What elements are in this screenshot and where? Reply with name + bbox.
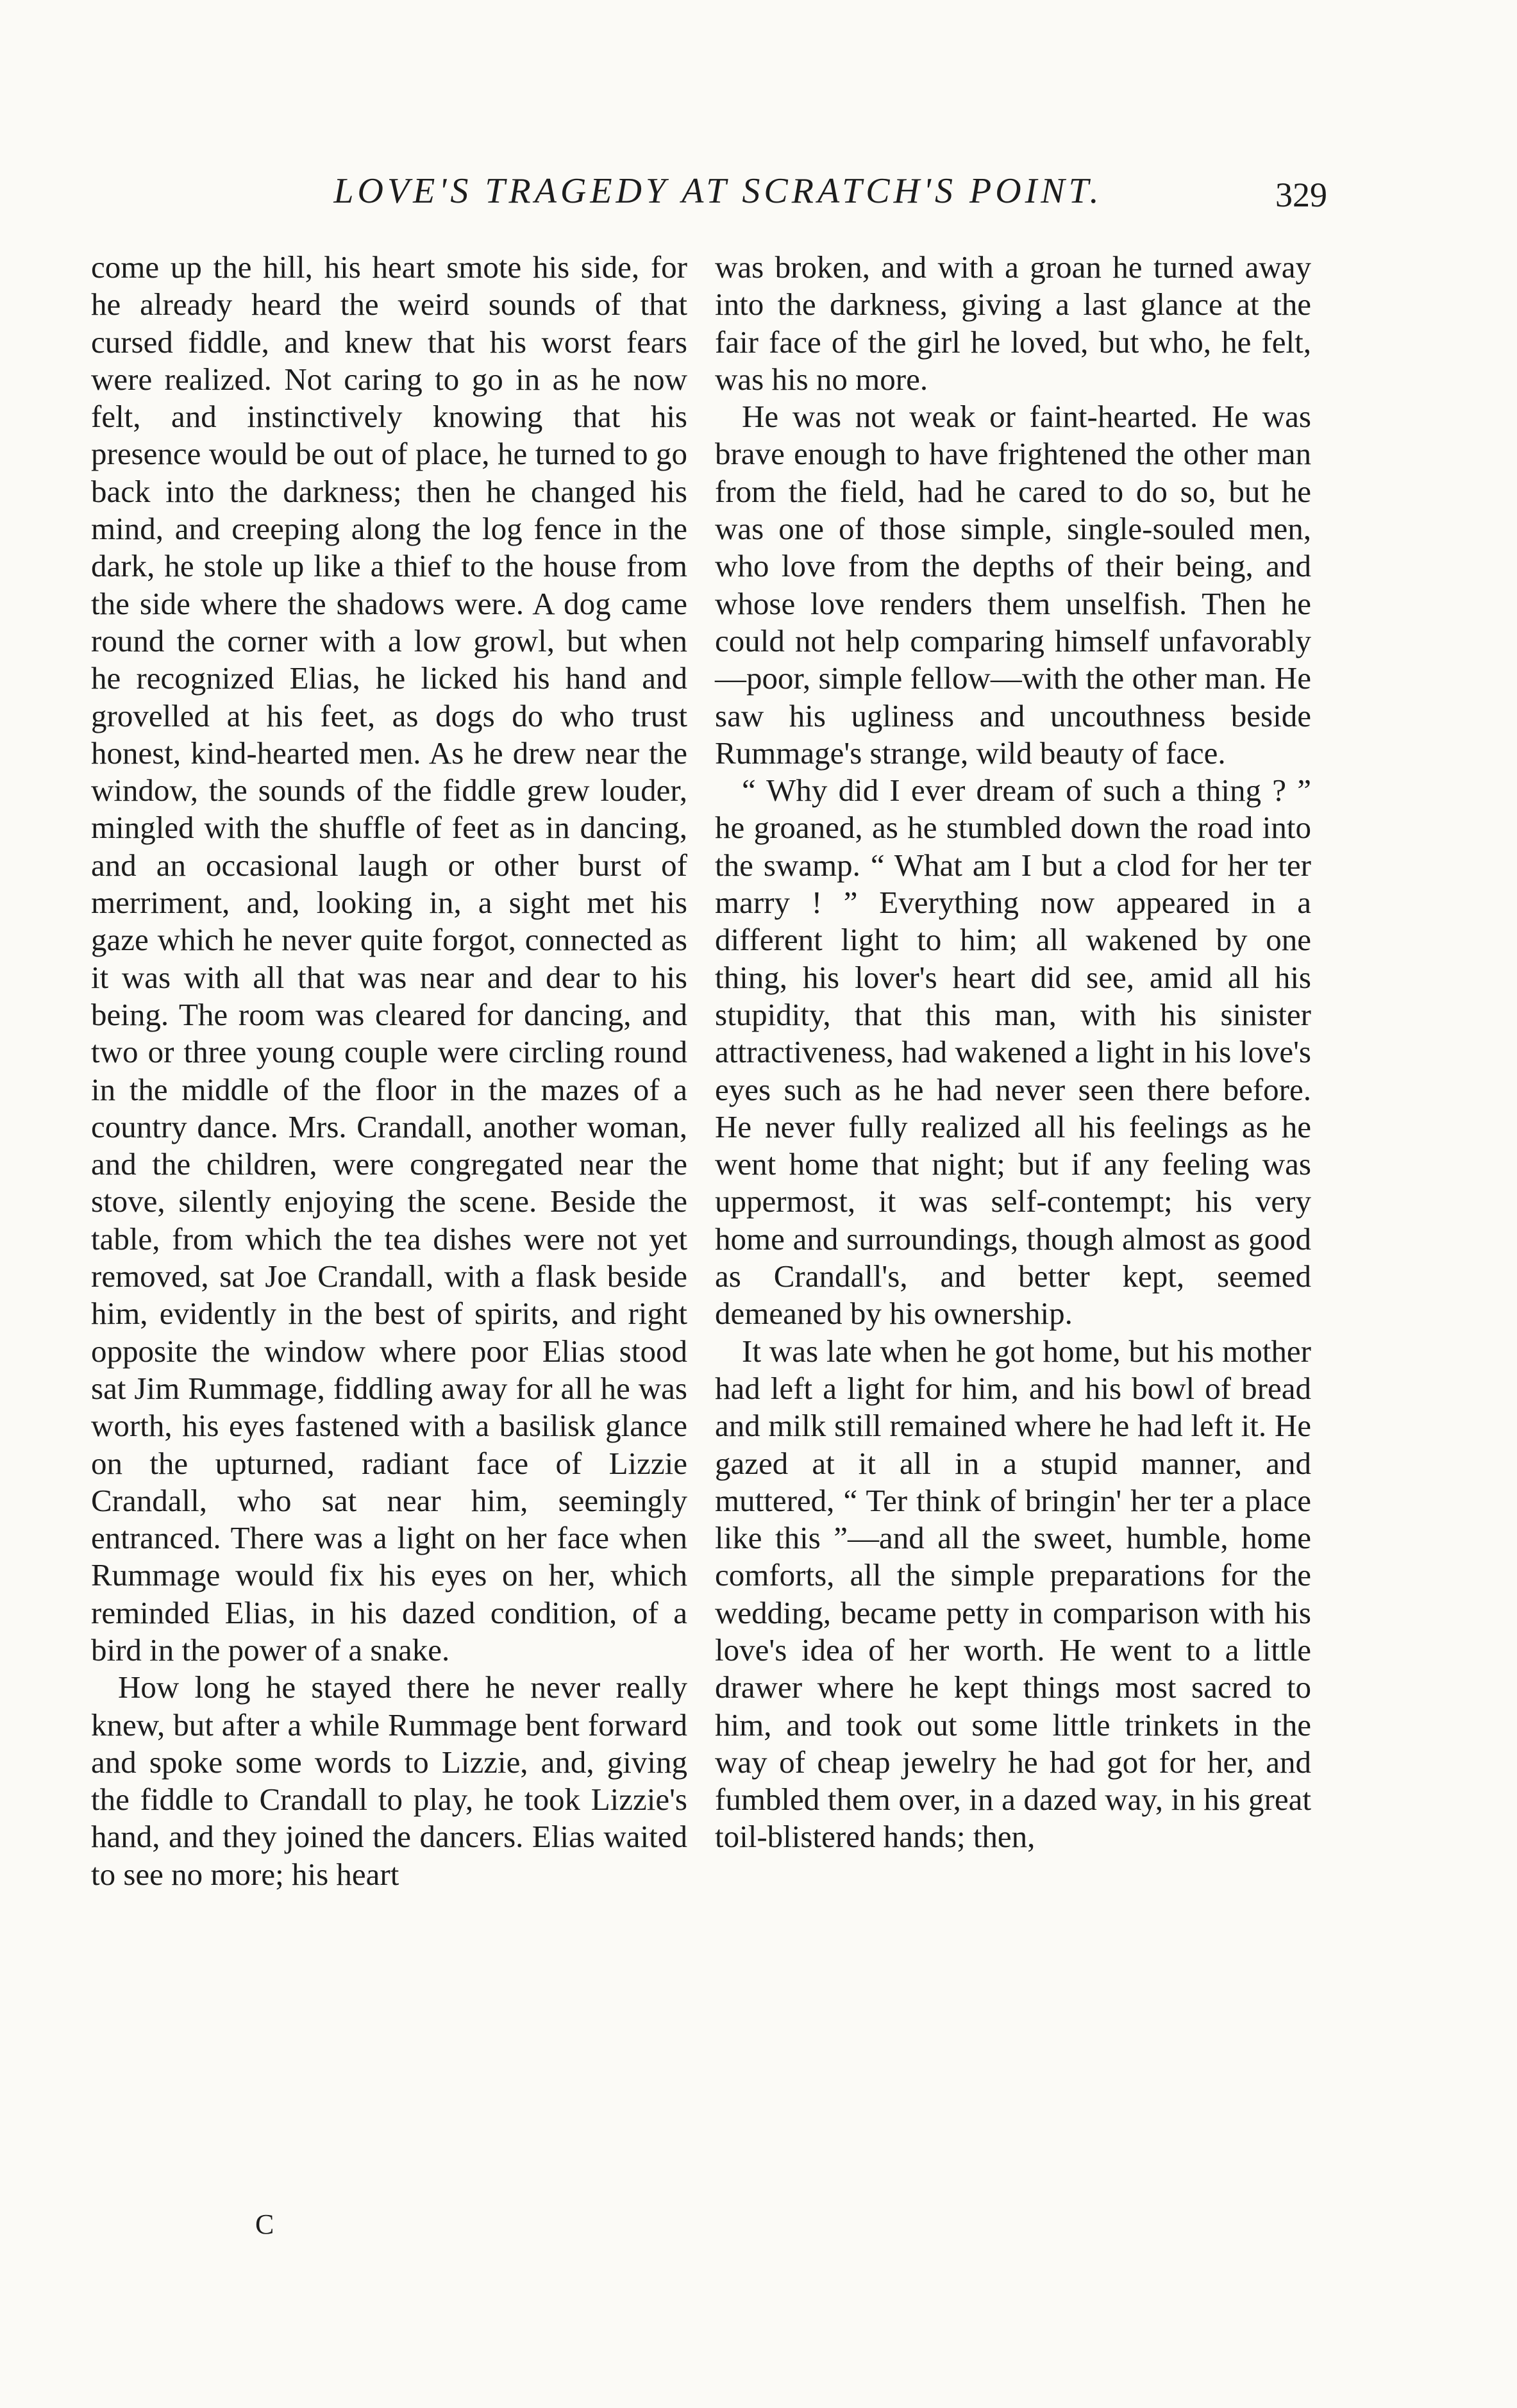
paragraph: come up the hill, his heart smote his side, for he already heard the weird sounds of that cursed fiddle, and knew that his worst fears were realized. Not caring to go in as he now felt, and instinctively knowing that his presence would be out of place, he turned to go back into the darkness; then he changed his mind, and creeping along the log fence in the dark, he stole up like a thief to the house from the side where the shadows were. A dog came round the corner with a low growl, but when he recognized Elias, he licked his hand and grovelled at his feet, as dogs do who trust honest, kind-hearted men. As he drew near the window, the sounds of the fiddle grew louder, mingled with the shuffle of feet as in dancing, and an occasional laugh or other burst of merriment, and, looking in, a sight met his gaze which he never quite forgot, connected as it was with all that was near and dear to his being. The room was cleared for dancing, and two or three young couple were circling round in the middle of the floor in the mazes of a country dance. Mrs. Crandall, another woman, and the children, were congregated near the stove, silently enjoying the scene. Beside the table, from which the tea dishes were not yet removed, sat Joe Crandall, with a flask beside him, evidently in the best of spirits, and right opposite the window where poor Elias stood sat Jim Rummage, fiddling away for all he was worth, his eyes fastened with a basilisk glance on the upturned, radiant face of Lizzie Crandall, who sat near him, seemingly entranced. There was a light on her face when Rummage would fix his eyes on her, which reminded Elias, in his dazed condition, of a bird in the power of a snake. [91, 249, 687, 1668]
paragraph: How long he stayed there he never really knew, but after a while Rummage bent forward and spoke some words to Lizzie, and, giving the fiddle to Crandall to play, he took Lizzie's hand, and they joined the dancers. Elias waited to see no more; his heart [91, 1669, 687, 1892]
paragraph: “ Why did I ever dream of such a thing ? ” he groaned, as he stumbled down the road into the swamp. “ What am I but a clod for her ter marry ! ” Everything now appeared in a different light to him; all wakened by one thing, his lover's heart did see, amid all his stupidity, that this man, with his sinister attractiveness, had wakened a light in his love's eyes such as he had never seen there before. He never fully realized all his feelings as he went home that night; but if any feeling was uppermost, it was self-contempt; his very home and surroundings, though almost as good as Crandall's, and better kept, seemed demeaned by his ownership. [715, 773, 1311, 1332]
paragraph: It was late when he got home, but his mother had left a light for him, and his bowl of bread and milk still remained where he had left it. He gazed at it all in a stupid manner, and muttered, “ Ter think of bringin' her ter a place like this ”—and all the sweet, humble, home comforts, all the simple preparations for the wedding, became petty in comparison with his love's idea of her worth. He went to a little drawer where he kept things most sacred to him, and took out some little trinkets in the way of cheap jewelry he had got for her, and fumbled them over, in a dazed way, in his great toil-blistered hands; then, [715, 1333, 1311, 1855]
left-column [91, 249, 687, 1893]
paragraph: He was not weak or faint-hearted. He was brave enough to have frightened the other man from the field, had he cared to do so, but he was one of those simple, single-souled men, who love from the depths of their being, and whose love renders them unselfish. Then he could not help comparing himself unfavorably—poor, simple fellow—with the other man. He saw his ugliness and uncouthness beside Rummage's strange, wild beauty of face. [715, 399, 1311, 771]
running-title: LOVE'S TRAGEDY AT SCRATCH'S POINT. [333, 171, 1103, 211]
right-column [715, 249, 1311, 1856]
signature-mark: C [255, 2209, 274, 2240]
paragraph: was broken, and with a groan he turned away into the darkness, giving a last glance at the fair face of the girl he loved, but who, he felt, was his no more. [715, 249, 1311, 397]
running-header [90, 165, 1327, 223]
page-number: 329 [1275, 176, 1327, 214]
